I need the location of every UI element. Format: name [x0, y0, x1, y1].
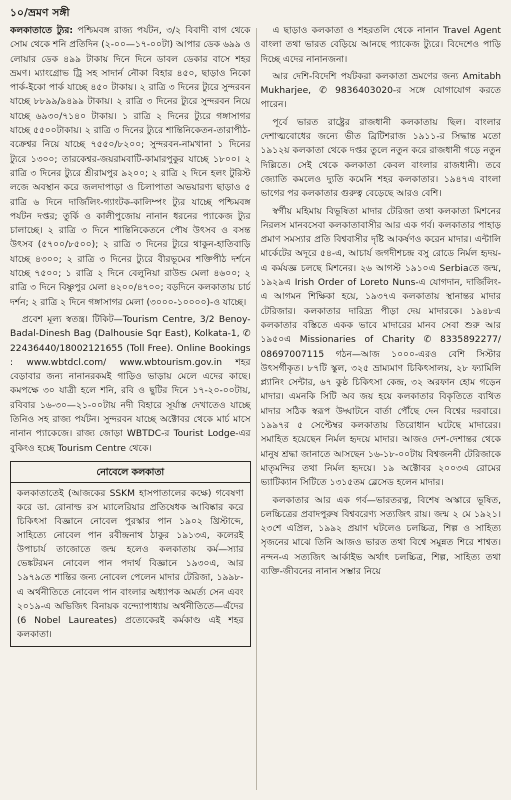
travel-agent-paragraph: এ ছাড়াও কলকাতা ও শহরতলি থেকে নানান Travel Agent বাংলা তথা ভারত বেড়িয়ে আনছে প্যাকেজ ট্যুরে। বিদেশেও পাড়ি দিচ্ছে এদের নানানজনা।: [260, 26, 501, 65]
mother-teresa-paragraph: স্বর্গীয় মহিমায় বিভূষিতা মাদার টেরিজা তথা কলকাতা মিশনের নিরলস মানবসেবা কলকাতাবাসীর আর এক গর্ব। কলকাতার পাহাড় প্রমাণ সমস্যার প্রতি বিশ্ববাসীর দৃষ্টি আকর্ষণও করেন মাদার। এন্টালি মার্কেটের অদূরে ৫৪-এ, আচার্য জগদীশচন্দ্র বসু রোডে নির্মল হৃদয়-এ কর্মযজ্ঞ চলছে মিশনের। ২৬ আগস্ট ১৯১০এ Serbiaতে জন্ম, ১৯২৯এ Irish Order of Loreto Nuns-এ যোগদান, দার্জিলিং-এ আগমন শিক্ষিকা হয়ে, ১৯৩৭এ কলকাতায় স্থানান্তর মাদার টেরিজার। কলকাতার দারিদ্র্য পীড়া দেয় মাদারকে। ১৯৪৮এ কলকাতার বস্তিতে একক ভাবে মাদারের মানব সেবা শুরু আর ১৯৫০এ Missionaries of Charity ✆ 8335892277/ 08697007115 গঠন—আজ ১০০০-এরও বেশি সিস্টার উৎসর্গীকৃত। ৮৭টি স্কুল, ৩২৫ ভ্রাম্যমাণ চিকিৎসালয়, ২৮ ফ্যামিলি প্ল্যানিং সেন্টার, ৬৭ কুষ্ঠ চিকিৎসা কেন্দ্র, ৩২ অরফান হোম গড়েন মাদার। এমনকি সিটি অব জয় হয়ে কলকাতার বিকৃতিতে ব্যথিত মাদার সঠিক স্বরূপ উদ্ঘাটনে বার্তা পৌঁছে দেন বিশ্বের দরবারে। ১৯৯৭র ৫ সেপ্টেম্বর কলকাতায় তিরোধান ঘটেছে মাদারের। সমাহিত হয়েছেন নির্মল হৃদয়ে মাদার। আজও দেশ-দেশান্তর থেকে মানুষ শ্রদ্ধা জানাতে আসছেন ১৬-১৮-০০টায় বিশ্বজননী টেরিজাকে মাতৃমন্দির তথা নির্মল হৃদয়ে। ১৯ অক্টোবর ২০০৩এ রোমের ভ্যাটিক্যান সিটিতে ১৩১৫তম ব্লেসেড হলেন মাদার।: [260, 206, 501, 489]
right-column: [261, 24, 502, 794]
nobel-box-title: নোবেলে কলকাতা: [11, 465, 250, 483]
guide-paragraph: আর দেশি-বিদেশি পর্যটকরা কলকাতা ভ্রমণের জন্য Amitabh Mukharjee, ✆ 9836403020-র সঙ্গে যোগাযোগ করতে পারেন।: [260, 71, 501, 111]
nobel-box-text: কলকাতাতেই (আজকের SSKM হাসপাতালের কক্ষে) গবেষণা করে ডা. রোনাল্ড রস ম্যালেরিয়ার প্রতিষেধক আবিষ্কার করে চিকিৎসা বিজ্ঞানে নোবেল পুরস্কার পান ১৯০২ খ্রিস্টাব্দে, সাহিত্যে নোবেল পান রবীন্দ্রনাথ ঠাকুর ১৯১৩এ, কলেরই উপাচার্য তাজোতে জন্ম হলেও কলকাতায় কর্ম—স্যার ভেঙ্কটরমন নোবেল পান পদার্থ বিজ্ঞানে ১৯৩০এ, আর ১৯৭৯তে শান্তির জন্য নোবেল পেলেন মাদার টেরিজা, ১৯৯৮-এ অর্থনীতিতে নোবেল পান বাংলার অধ্যাপক অমর্ত্য সেন এবং ২০১৯-এ অভিজিৎ বিনায়ক বন্দ্যোপাধ্যায় অর্থনীতিতে—এঁদের (6 Nobel Laureates) প্রত্যেকেরই কর্মকাণ্ড এই শহর কলকাতা।: [17, 488, 244, 640]
history-paragraph: পূর্বে ভারত রাষ্ট্রের রাজধানী কলকাতায় ছিল। বাংলার দেশাত্মবোধের জন্যে ভীত ব্রিটিশরাজ ১৯১১-র সিদ্ধান্ত মতো ১৯১২য় কলকাতা থেকে দপ্তর তুলে নতুন করে রাজধানী গড়ে নতুন দিল্লিতে। সেই থেকে কলকাতা কেবল বাংলার রাজধানী। তবে জ্যোতি কমলেও দ্যুতি কমেনি শহর কলকাতার। ১৯৪৭এ বাংলা ভাগের পর কলকাতার গুরুত্ব বেড়েছে আরও বেশি।: [260, 117, 501, 200]
tour-lead: কলকাতাতে ট্যুর:: [10, 26, 74, 36]
satyajit-paragraph: কলকাতার আর এক গর্ব—ভারতরত্ন, বিশেষ অস্কারে ভূষিত, চলচ্চিত্রের প্রবাদপুরুষ বিশ্ববরেণ্য সত্যজিৎ রায়। জন্ম ২ মে ১৯২১। ২৩শে এপ্রিল, ১৯৯২ প্রয়াণ ঘটলেও চলচ্চিত্র, শিল্প ও সাহিত্য সৃজনের মাঝে তিনি আজও ভারত তথা বিশ্বে সমুন্নত শিরে শাশ্বত। নন্দন-এ সত্যজিৎ আর্কাইভ অর্থাৎ চলচ্চিত্র, শিল্প, সাহিত্য তথা ব্যক্তি-জীবনের নানান সম্ভার নিয়ে: [260, 495, 501, 577]
page-header: ১০/ভ্রমণ সঙ্গী: [10, 7, 70, 19]
left-column: [10, 24, 251, 794]
nobel-box: [10, 461, 251, 647]
entry-paragraph: প্রবেশ মূল্য স্বতন্ত্র। টিকিট—Tourism Centre, 3/2 Benoy-Badal-Dinesh Bag (Dalhousie Sqr East), Kolkata-1, ✆ 22436440/18002121655 (Toll Free). Online Bookings : www.wbtdcl.com/ www.wbtourism.gov.in শহর বেড়াবার জন্য নানানরকমই গাড়িও ভাড়ায় মেলে এদের কাছে। কমপক্ষে ৩০ যাত্রী হলে শনি, রবি ও ছুটির দিনে ১৭-২০-০০টায়, রবিবার ১৬-৩০—২১-০০টায় নদী বিহারে সূর্যাস্ত দেখাতেও যাচ্ছে তিনিও সহ রাজ্য পর্যটন। সুন্দরবন যাচ্ছে অক্টোবর থেকে মার্চ মাসে নানান প্যাকেজে। রাজ্য জোড়া WBTDC-র Tourist Lodge-এর বুকিংও হচ্ছে Tourism Centre থেকে।: [10, 314, 251, 454]
two-column-body: [10, 24, 501, 794]
tour-text: পশ্চিমবঙ্গ রাজ্য পর্যটন, ৩/২ বিবাদী বাগ থেকে সোম থেকে শনি প্রতিদিন (২-০০—১৭-০০টা) আপার ডেক ৬৯৯ ও লোয়ার ডেক ৪৯৯ টাকায় দিনে দিনে ডাবল ডেকার বাসে শহর ভ্রমণ। ম্যাংগ্রোভ ট্রি সহ সাদার্ন নৌকা বিহার ৪৫০, ছাড়াও নিকো পার্ক-ইকো পার্ক যাচ্ছে ৪৫০ টাকায়। ২ রাত্রি ৩ দিনের ট্যুরে সুন্দরবন যাচ্ছে ৮৮৯৯/৯৪৯৯ টাকায়। ২ রাত্রি ৩ দিনের ট্যুরে সুন্দরবন নিয়ে যাচ্ছে ৬৯৩০/৭১৪০ টাকায়। ১ রাত্রি ২ দিনের ট্যুরে গঙ্গাসাগর যাচ্ছে ৫৫০০টাকায়। ২ রাত্রি ৩ দিনের ট্যুরে শান্তিনিকেতন-তারাপীঠ-বক্রেশ্বর নিয়ে যাচ্ছে ৭৫৫০/৮২০০; সুন্দরবন-নামখানা ১ দিনের ট্যুরে ১৩০০; তারকেশ্বর-জয়রামবাটি-কামারপুকুর যাচ্ছে ১৮০০। ২ রাত্রি ৩ দিনের ট্যুরে শ্রীরামপুর ৯২০০; ২ রাত্রি ২ দিনে হলং টুরিস্ট লজে অবস্থান করে জলদাপাড়া ও চিলাপাতা অভয়ারণ্য ছাড়াও ৫ রাত্রি ৬ দিনে দার্জিলিং-গ্যাংটক-কালিম্পং ট্যুর যাচ্ছে পশ্চিমবঙ্গ পর্যটন দপ্তর; তুর্কি ও কালীপুজোয় নানান ধরনের প্যাকেজ ট্যুর চালাচ্ছে। ২ রাত্রি ৩ দিনে শান্তিনিকেতনে পৌষ উৎসব ও বসন্ত উৎসব (৫৭০০/৮৫০০); ২ রাত্রি ৩ দিনের ট্যুরে থাকুন-হাতিবাড়ি যাচ্ছে ৪৩০০; ২ রাত্রি ৩ দিনের ট্যুরে বীরভূমের শক্তিপীঠ দর্শনে যাচ্ছে ৭৫০০; ১ রাত্রি ২ দিনে বেলুনিয়া রাউন্ড মেলা ৪৬০০; ২ রাত্রি ৩ দিনে বিষ্ণুপুর মেলা ৪২০০/৪৭০০; বড়দিনে কলকাতায় চার্চ দর্শন; ২ রাত্রি ২ দিনে গঙ্গাসাগর মেলা (৩০০০-১০০০০)-ও যাচ্ছে।: [10, 26, 251, 308]
tour-paragraph: [10, 24, 251, 310]
